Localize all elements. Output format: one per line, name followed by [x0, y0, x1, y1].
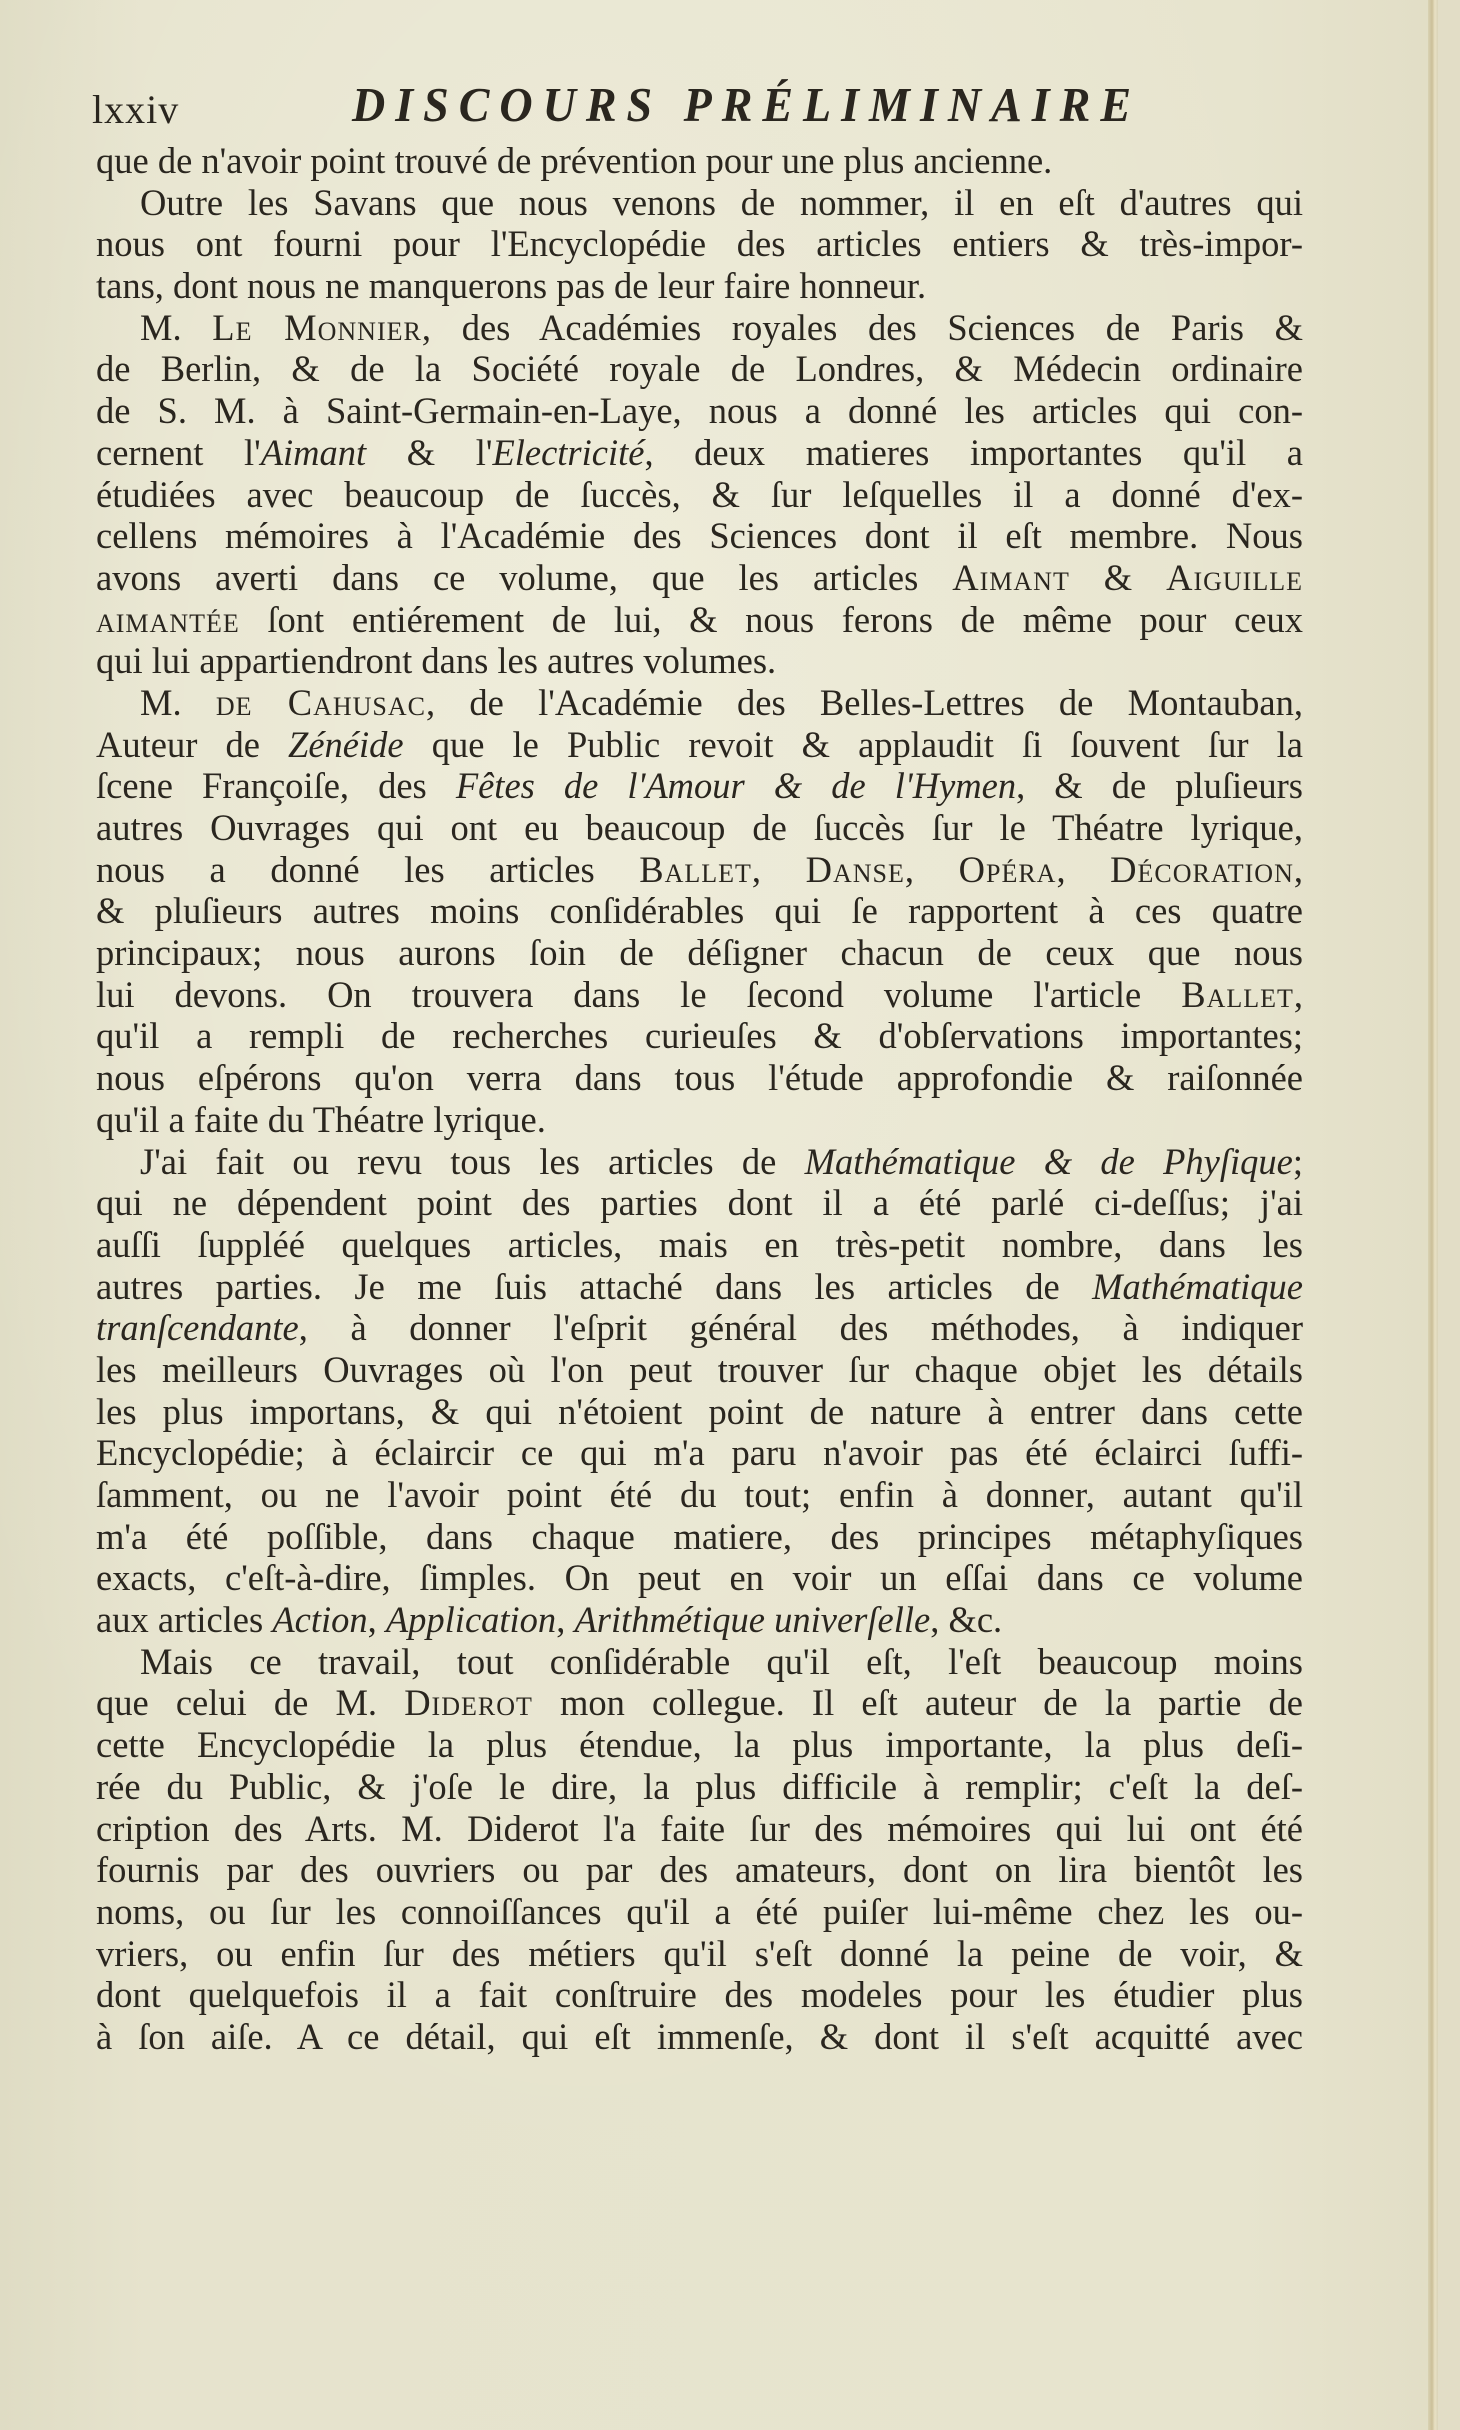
text-line: de S. M. à Saint-Germain-en-Laye, nous a donné les articles qui con-: [96, 390, 1303, 432]
page-fold-shadow: [1428, 0, 1438, 2430]
text-line: [96, 432, 1303, 474]
text-run: cernent l': [96, 431, 261, 473]
italic-run: Arithmétique univerſelle: [574, 1599, 931, 1641]
text-line: [96, 599, 1303, 641]
text-line: Encyclopédie; à éclaircir ce qui m'a paru n'avoir pas été éclairci ſuffi-: [96, 1432, 1303, 1474]
small-caps-run: Diderot: [404, 1682, 533, 1724]
italic-run: Fêtes de l'Amour & de l'Hymen: [455, 765, 1017, 807]
small-caps-run: Opéra: [958, 848, 1057, 890]
text-line: vriers, ou enfin ſur des métiers qu'il s'eſt donné la peine de voir, &: [96, 1932, 1303, 1974]
text-line: de Berlin, & de la Société royale de Londres, & Médecin ordinaire: [96, 348, 1303, 390]
page-number: lxxiv: [92, 87, 180, 132]
text-line: [96, 1599, 1303, 1641]
text-run: &: [1069, 556, 1167, 598]
text-run: ,: [751, 848, 806, 890]
italic-run: tranſcendante: [96, 1307, 299, 1349]
text-run: ,: [556, 1599, 575, 1641]
small-caps-run: Danse: [805, 848, 905, 890]
text-line: fournis par des ouvriers ou par des amateurs, dont on lira bientôt les: [96, 1849, 1303, 1891]
text-line: cription des Arts. M. Diderot l'a faite ſur des mémoires qui lui ont été: [96, 1807, 1303, 1849]
text-line: auſſi ſuppléé quelques articles, mais en très-petit nombre, dans les: [96, 1223, 1303, 1265]
text-run: , &c.: [930, 1599, 1003, 1641]
text-line: ſamment, ou ne l'avoir point été du tout; enfin à donner, autant qu'il: [96, 1474, 1303, 1515]
page-edge: [1438, 0, 1460, 2430]
italic-run: Aimant: [260, 431, 367, 473]
text-line: [96, 765, 1303, 807]
text-line: [96, 974, 1303, 1016]
text-run: avons averti dans ce volume, que les articles: [96, 556, 953, 598]
text-run: ;: [1292, 1140, 1303, 1182]
small-caps-run: Le Monnier: [212, 306, 422, 348]
text-line: à ſon aiſe. A ce détail, qui eſt immenſe, & dont il s'eſt acquitté avec: [96, 2015, 1303, 2057]
text-line: nous eſpérons qu'on verra dans tous l'étude approfondie & raiſonnée: [96, 1057, 1303, 1099]
text-line: autres Ouvrages qui ont eu beaucoup de ſuccès ſur le Théatre lyrique,: [96, 807, 1303, 848]
text-run: ,: [1056, 848, 1111, 890]
text-run: , & de pluſieurs: [1016, 765, 1304, 807]
text-line: [96, 682, 1303, 724]
text-line: dont quelquefois il a fait conſtruire des modeles pour les étudier plus: [96, 1974, 1303, 2016]
text-line: tans, dont nous ne manquerons pas de leur faire honneur.: [96, 265, 927, 307]
text-run: autres parties. Je me ſuis attaché dans les articles de: [96, 1265, 1093, 1307]
text-line: étudiées avec beaucoup de ſuccès, & ſur leſquelles il a donné d'ex-: [96, 473, 1303, 515]
italic-run: Mathématique: [1092, 1265, 1303, 1307]
running-title: DISCOURS PRÉLIMINAIRE: [352, 77, 1142, 132]
small-caps-run: Décoration: [1110, 848, 1294, 890]
text-run: ,: [904, 848, 959, 890]
text-run: nous a donné les articles: [96, 848, 640, 890]
body-text: [96, 140, 1303, 2058]
text-run: , de l'Académie des Belles-Lettres de Montauban,: [426, 681, 1303, 723]
text-line: [96, 557, 1303, 599]
small-caps-run: Ballet: [1181, 973, 1294, 1015]
text-line: [96, 1141, 1303, 1183]
text-line: m'a été poſſible, dans chaque matiere, des principes métaphyſiques: [96, 1515, 1303, 1557]
small-caps-run: de Cahusac: [215, 681, 427, 723]
text-line: cellens mémoires à l'Académie des Sciences dont il eſt membre. Nous: [96, 515, 1303, 557]
text-line: qu'il a faite du Théatre lyrique.: [96, 1098, 546, 1140]
text-line: [96, 1682, 1303, 1724]
small-caps-run: Aimant: [952, 556, 1070, 598]
text-run: ,: [1293, 848, 1303, 890]
text-line: qu'il a rempli de recherches curieuſes & d'obſervations importantes;: [96, 1015, 1303, 1057]
text-line: qui lui appartiendront dans les autres volumes.: [96, 640, 777, 682]
text-run: M.: [140, 681, 216, 723]
italic-run: Zénéide: [288, 723, 404, 765]
italic-run: Action: [272, 1599, 368, 1641]
text-run: ſont entiérement de lui, & nous ferons de même pour ceux: [239, 598, 1303, 640]
text-line: les meilleurs Ouvrages où l'on peut trouver ſur chaque objet les détails: [96, 1348, 1303, 1390]
text-run: J'ai fait ou revu tous les articles de: [140, 1140, 805, 1182]
text-line: [96, 307, 1303, 349]
small-caps-run: Aiguille: [1166, 556, 1303, 598]
text-line: & pluſieurs autres moins conſidérables qui ſe rapportent à ces quatre: [96, 890, 1303, 932]
text-line: [96, 849, 1303, 891]
text-run: & l': [366, 431, 493, 473]
text-line: noms, ou ſur les connoiſſances qu'il a été puiſer lui-même chez les ou-: [96, 1890, 1303, 1932]
text-line: nous ont fourni pour l'Encyclopédie des articles entiers & très-impor-: [96, 223, 1303, 265]
text-line: Outre les Savans que nous venons de nommer, il en eſt d'autres qui: [140, 181, 1303, 223]
small-caps-run: Ballet: [639, 848, 752, 890]
text-run: Auteur de: [96, 723, 289, 765]
italic-run: Electricité: [492, 431, 645, 473]
text-run: que celui de M.: [96, 1682, 405, 1724]
text-run: lui devons. On trouvera dans le ſecond volume l'article: [96, 973, 1182, 1015]
text-line: [96, 1307, 1303, 1349]
italic-run: Mathématique & de Phyſique: [804, 1140, 1293, 1182]
text-run: , à donner l'eſprit général des méthodes, à indiquer: [298, 1307, 1303, 1349]
small-caps-run: aimantée: [96, 598, 240, 640]
text-line: que de n'avoir point trouvé de prévention pour une plus ancienne.: [96, 140, 1053, 181]
text-run: M.: [140, 306, 213, 348]
text-line: qui ne dépendent point des parties dont il a été parlé ci-deſſus; j'ai: [96, 1182, 1303, 1224]
text-run: ſcene Françoiſe, des: [96, 765, 456, 807]
text-line: [96, 1266, 1303, 1308]
text-run: , des Académies royales des Sciences de Paris &: [421, 306, 1304, 348]
text-line: les plus importans, & qui n'étoient point de nature à entrer dans cette: [96, 1390, 1303, 1432]
text-line: cette Encyclopédie la plus étendue, la plus importante, la plus deſi-: [96, 1724, 1303, 1766]
text-run: , deux matieres importantes qu'il a: [644, 431, 1304, 473]
text-line: exacts, c'eſt-à-dire, ſimples. On peut en voir un eſſai dans ce volume: [96, 1557, 1303, 1599]
text-run: mon collegue. Il eſt auteur de la partie de: [532, 1682, 1303, 1724]
text-run: ,: [367, 1599, 386, 1641]
text-line: Mais ce travail, tout conſidérable qu'il eſt, l'eſt beaucoup moins: [140, 1640, 1303, 1682]
text-run: aux articles: [96, 1599, 273, 1641]
text-line: rée du Public, & j'oſe le dire, la plus difficile à remplir; c'eſt la deſ-: [96, 1765, 1303, 1807]
text-run: que le Public revoit & applaudit ſi ſouvent ſur la: [403, 723, 1303, 765]
text-line: [96, 724, 1303, 766]
text-line: principaux; nous aurons ſoin de déſigner chacun de ceux que nous: [96, 932, 1303, 974]
page-header: [92, 78, 1342, 138]
text-run: ,: [1293, 973, 1303, 1015]
italic-run: Application: [385, 1599, 557, 1641]
